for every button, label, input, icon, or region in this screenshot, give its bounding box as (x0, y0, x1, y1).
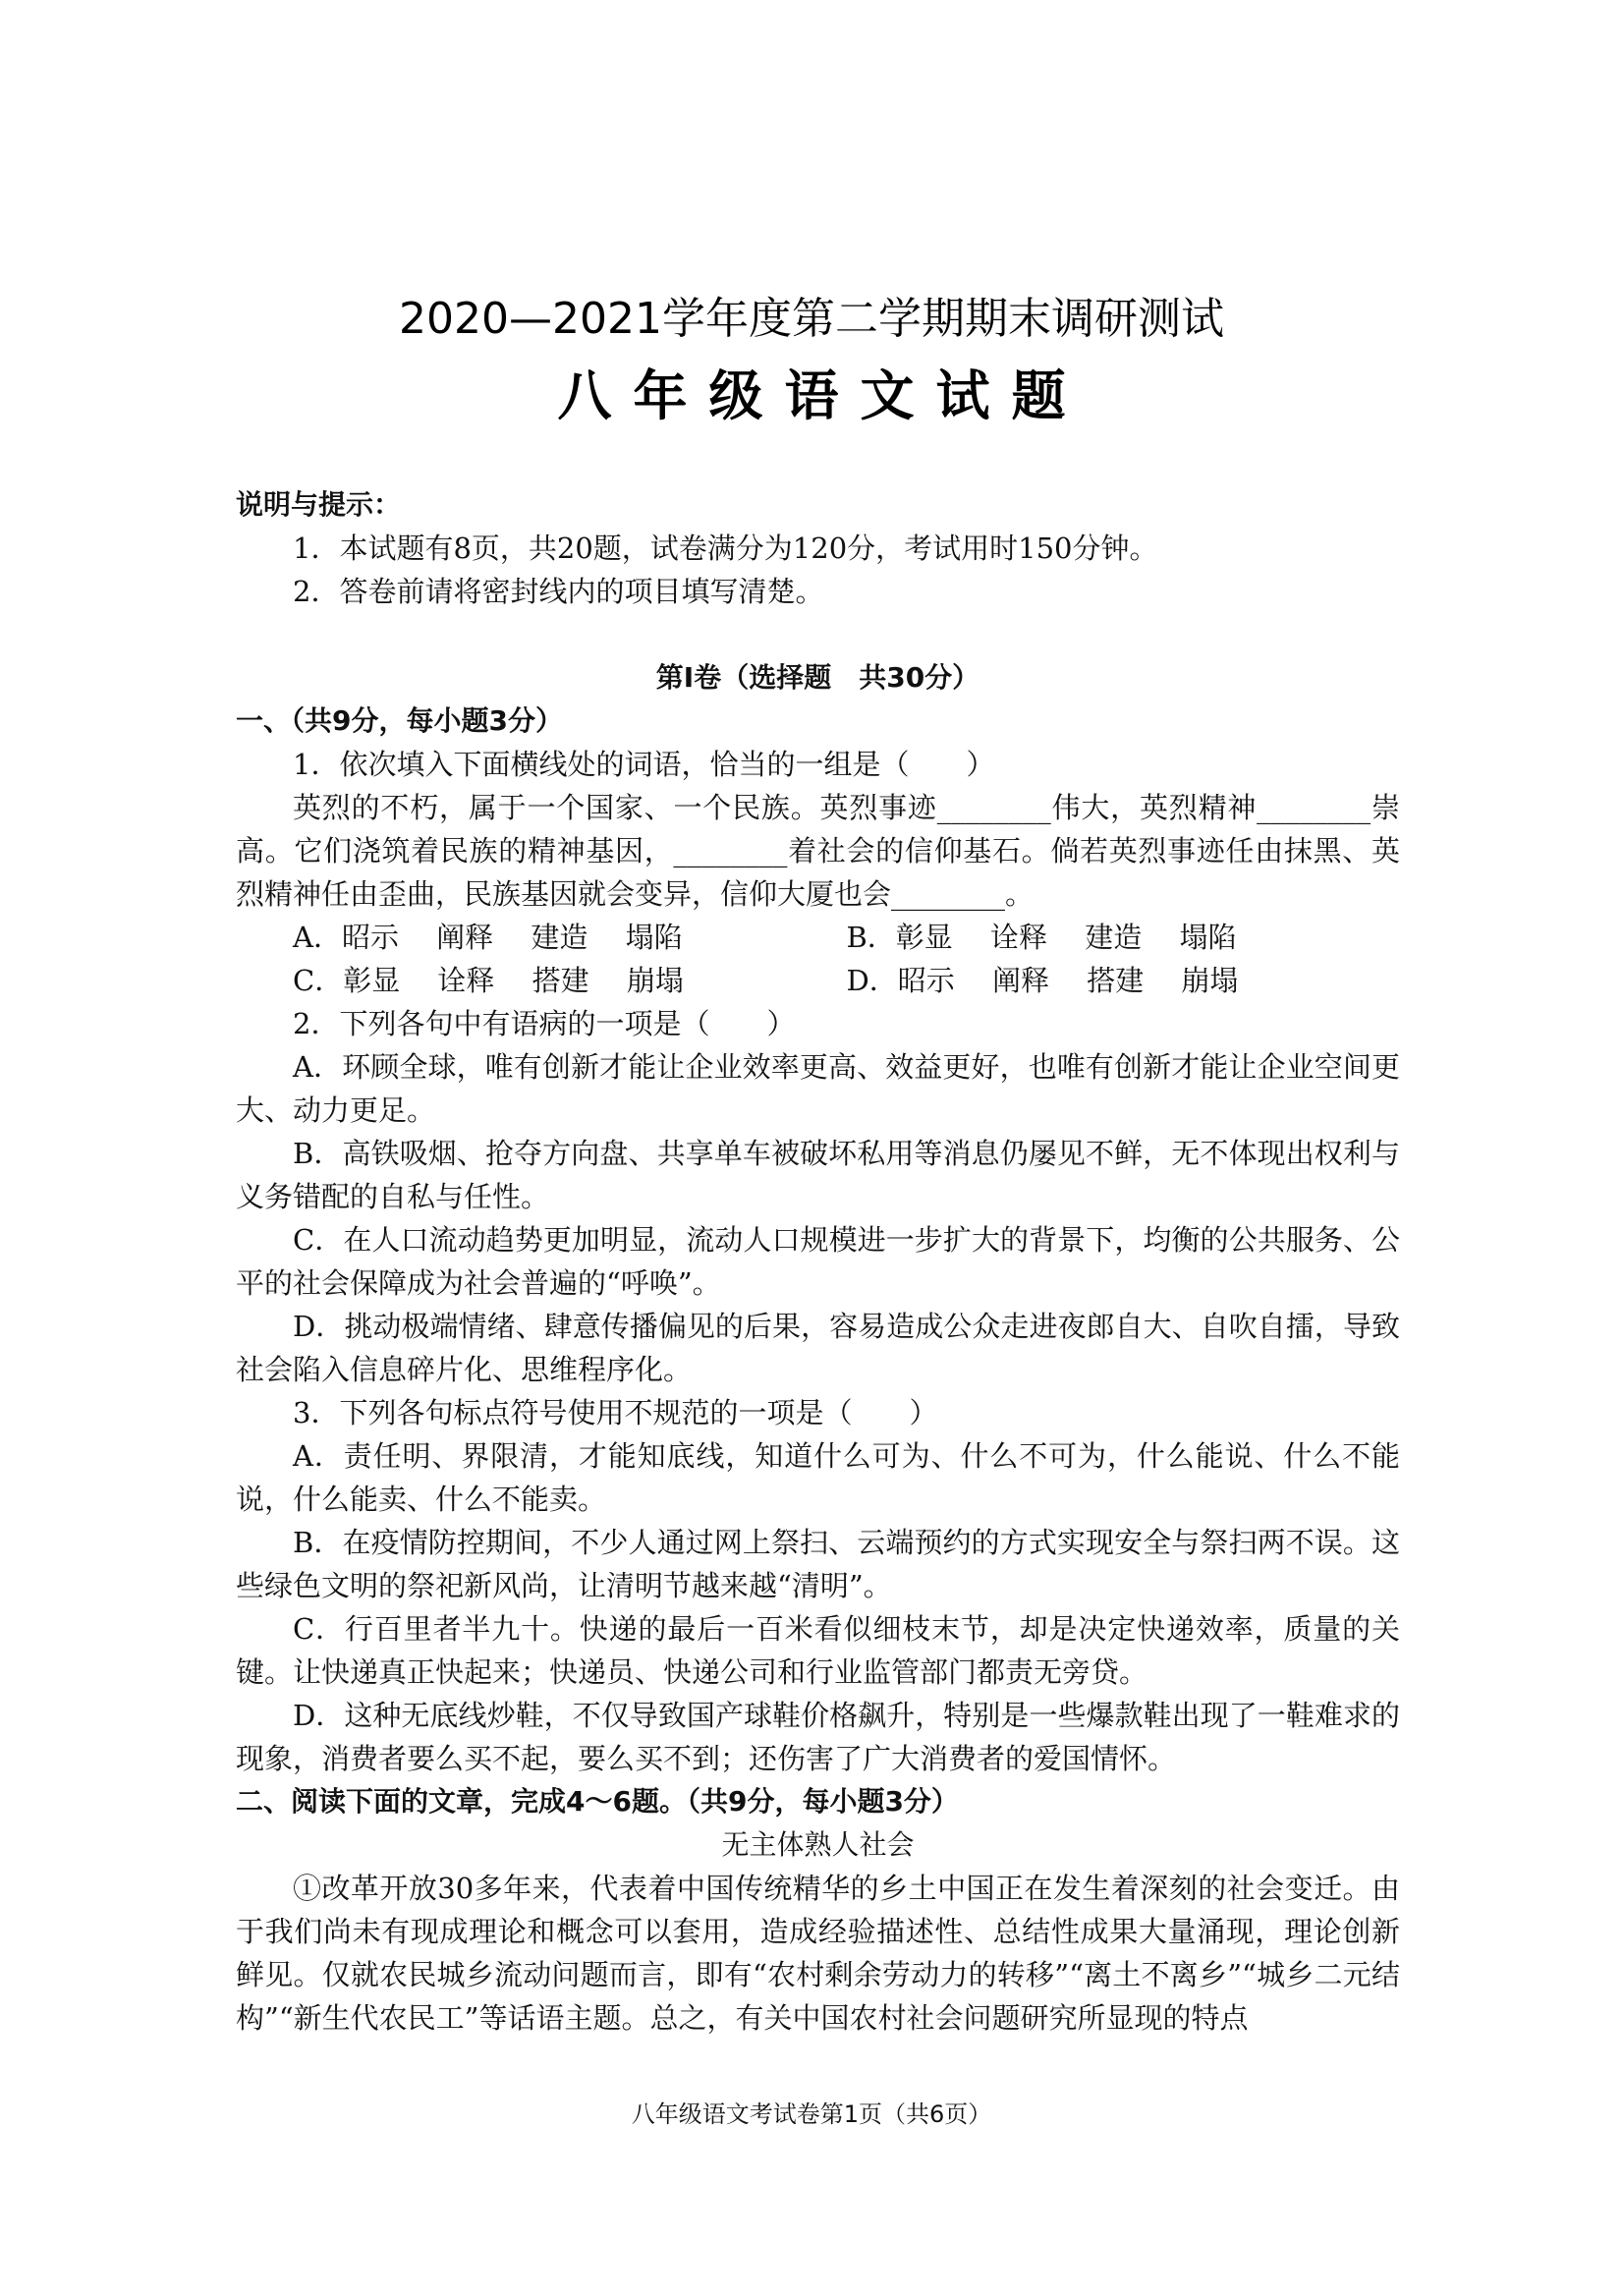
question-1-options-row1 (236, 916, 1400, 959)
question-3-option-b: B．在疫情防控期间，不少人通过网上祭扫、云端预约的方式实现安全与祭扫两不误。这些绿色文明的祭祀新风尚，让清明节越来越“清明”。 (236, 1526, 1400, 1602)
question-3-option-d: D．这种无底线炒鞋，不仅导致国产球鞋价格飙升，特别是一些爆款鞋出现了一鞋难求的现象，消费者要么买不起，要么买不到；还伤害了广大消费者的爱国情怀。 (236, 1699, 1400, 1775)
question-2-option-d: D．挑动极端情绪、肆意传播偏见的后果，容易造成公众走进夜郎自大、自吹自擂，导致社会陷入信息碎片化、思维程序化。 (236, 1310, 1400, 1386)
volume-title: 第Ⅰ卷（选择题 共30分） (655, 661, 980, 694)
spacer (236, 613, 1400, 656)
question-2-stem: 2．下列各句中有语病的一项是（ ） (293, 1007, 796, 1040)
section2-heading: 二、阅读下面的文章，完成4～6题。（共9分，每小题3分） (236, 1785, 959, 1818)
question-3-option-c: C．行百里者半九十。快递的最后一百米看似细枝末节，却是决定快递效率，质量的关键。让快递真正快起来；快递员、快递公司和行业监管部门都责无旁贷。 (236, 1612, 1400, 1689)
question-1-option-b: B．彰显 诠释 建造 塌陷 (846, 921, 1237, 954)
question-2-option-a: A．环顾全球，唯有创新才能让企业效率更高、效益更好，也唯有创新才能让企业空间更大、动力更足。 (236, 1050, 1400, 1127)
question-3-option-a: A．责任明、界限清，才能知底线，知道什么可为、什么不可为，什么能说、什么不能说，什么能卖、什么不能卖。 (236, 1439, 1400, 1516)
question-2-option-c: C．在人口流动趋势更加明显，流动人口规模进一步扩大的背景下，均衡的公共服务、公平的社会保障成为社会普遍的“呼唤”。 (236, 1223, 1400, 1300)
exam-body (236, 483, 1400, 2040)
question-3-stem: 3．下列各句标点符号使用不规范的一项是（ ） (293, 1396, 938, 1429)
note-item: 1．本试题有8页，共20题，试卷满分为120分，考试用时150分钟。 (293, 532, 1158, 565)
question-1-option-a: A．昭示 阐释 建造 塌陷 (293, 921, 683, 954)
article-paragraph-1: ①改革开放30多年来，代表着中国传统精华的乡土中国正在发生着深刻的社会变迁。由于我们尚未有现成理论和概念可以套用，造成经验描述性、总结性成果大量涌现，理论创新鲜见。仅就农民城乡流动问题而言，即有“农村剩余劳动力的转移”“离土不离乡”“城乡二元结构”“新生代农民工”等话语主题。总之，有关中国农村社会问题研究所显现的特点 (236, 1872, 1400, 2035)
exam-title-year: 2020—2021学年度第二学期期末调研测试 (399, 294, 1224, 344)
question-1-passage: 英烈的不朽，属于一个国家、一个民族。英烈事迹________伟大，英烈精神________崇高。它们浇筑着民族的精神基因，________着社会的信仰基石。倘若英烈事迹任由抹黑、英烈精神任由歪曲，民族基因就会变异，信仰大厦也会________。 (236, 791, 1400, 911)
question-1-option-c: C．彰显 诠释 搭建 崩塌 (293, 964, 684, 997)
question-1-stem: 1．依次填入下面横线处的词语，恰当的一组是（ ） (293, 748, 995, 781)
question-1-option-d: D．昭示 阐释 搭建 崩塌 (846, 964, 1239, 997)
note-item: 2．答卷前请将密封线内的项目填写清楚。 (293, 575, 824, 608)
notes-heading: 说明与提示： (236, 488, 402, 521)
question-1-options-row2 (236, 959, 1400, 1002)
exam-title-subject: 八年级语文试题 (557, 364, 1088, 427)
page-footer: 八年级语文考试卷第1页（共6页） (631, 2100, 992, 2128)
section1-heading: 一、（共9分，每小题3分） (236, 704, 563, 737)
question-2-option-b: B．高铁吸烟、抢夺方向盘、共享单车被破坏私用等消息仍屡见不鲜，无不体现出权利与义务错配的自私与任性。 (236, 1137, 1400, 1213)
article-title: 无主体熟人社会 (721, 1828, 915, 1861)
